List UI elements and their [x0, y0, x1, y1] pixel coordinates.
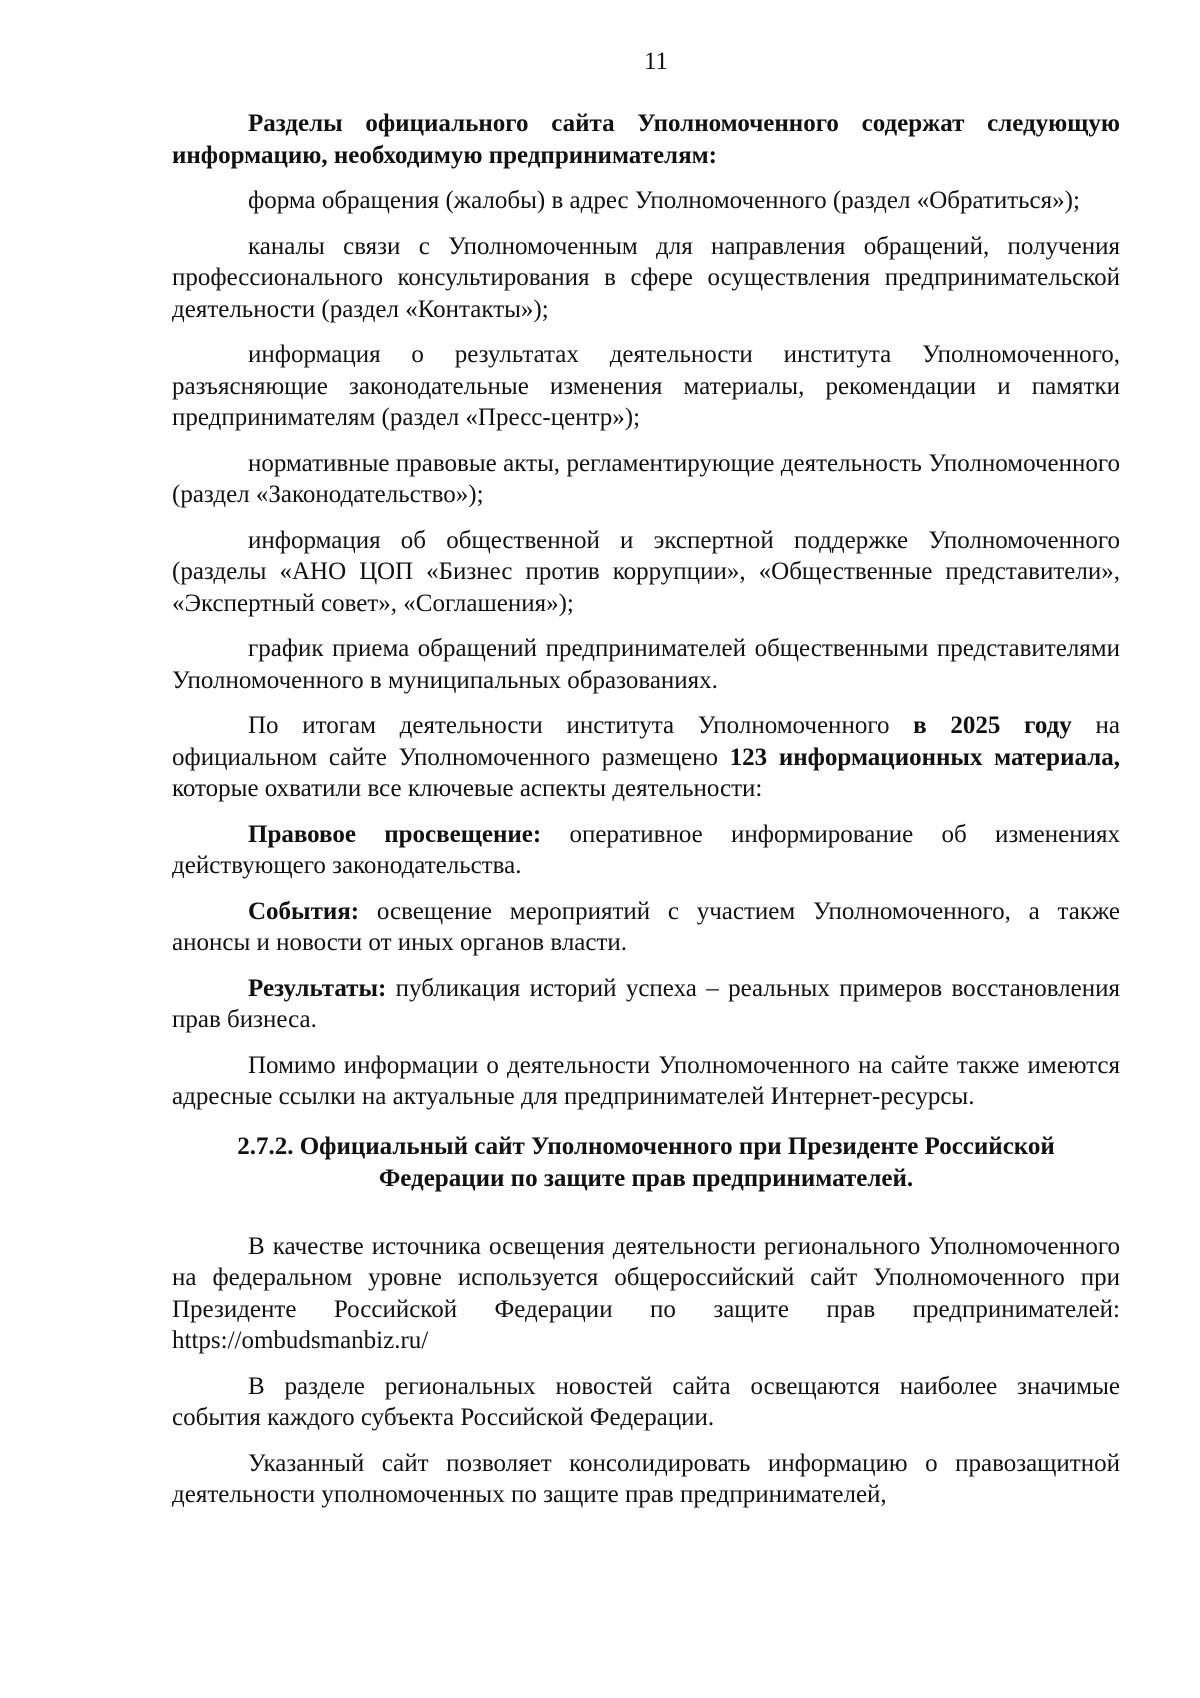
page-number: 11: [643, 48, 669, 75]
aspect-item: [172, 819, 1120, 882]
regional-news-paragraph: В разделе региональных новостей сайта освещаются наиболее значимые события каждого субъекта Российской Федерации.: [172, 1372, 1120, 1431]
aspect-text: публикация историй успеха – реальных примеров восстановления прав бизнеса.: [172, 974, 1120, 1033]
aspect-text: освещение мероприятий с участием Уполномоченного, а также анонсы и новости от иных органов власти.: [172, 897, 1120, 956]
results-text: По итогам деятельности института Уполномоченного: [248, 712, 914, 739]
results-paragraph: [172, 710, 1120, 805]
section-heading-line2: Федерации по защите прав предпринимателей.: [378, 1164, 914, 1192]
consolidation-paragraph: Указанный сайт позволяет консолидировать информацию о правозащитной деятельности уполномоченных по защите прав предпринимателей,: [172, 1449, 1120, 1508]
sections-intro: Разделы официального сайта Уполномоченного содержат следующую информацию, необходимую предпринимателям:: [172, 110, 1120, 169]
aspect-term: Результаты:: [248, 974, 387, 1002]
list-item: информация о результатах деятельности института Уполномоченного, разъясняющие законодательные изменения материалы, рекомендации и памятки предпринимателям (раздел «Пресс-центр»);: [172, 341, 1120, 431]
federal-site-paragraph: В качестве источника освещения деятельности регионального Уполномоченного на федеральном уровне используется общероссийский сайт Уполномоченного при Президенте Российской Федерации по защите прав предпринимателей: https://ombudsmanbiz.ru/: [172, 1232, 1120, 1354]
list-item: каналы связи с Уполномоченным для направления обращений, получения профессионального консультирования в сфере осуществления предпринимательской деятельности (раздел «Контакты»);: [172, 232, 1120, 323]
list-item: нормативные правовые акты, регламентирующие деятельность Уполномоченного (раздел «Законодательство»);: [172, 449, 1120, 508]
results-text: которые охватили все ключевые аспекты деятельности:: [172, 775, 763, 802]
list-item: форма обращения (жалобы) в адрес Уполномоченного (раздел «Обратиться»);: [248, 187, 1080, 214]
results-text: на официальном сайте Уполномоченного размещено: [172, 712, 1120, 771]
aspect-item: [172, 896, 1120, 959]
list-item: информация об общественной и экспертной поддержке Уполномоченного (разделы «АНО ЦОП «Бизнес против коррупции», «Общественные представители», «Экспертный совет», «Соглашения»);: [172, 526, 1120, 617]
results-count: 123 информационных материала,: [729, 743, 1120, 771]
aspect-text: оперативное информирование об изменениях действующего законодательства.: [172, 820, 1120, 879]
section-heading-line1: 2.7.2. Официальный сайт Уполномоченного при Президенте Российской: [237, 1132, 1055, 1160]
links-paragraph: Помимо информации о деятельности Уполномоченного на сайте также имеются адресные ссылки на актуальные для предпринимателей Интернет-ресурсы.: [172, 1051, 1120, 1110]
aspect-item: [172, 973, 1120, 1036]
aspect-term: События:: [248, 897, 360, 925]
section-heading: [172, 1131, 1120, 1195]
list-item: график приема обращений предпринимателей общественными представителями Уполномоченного в муниципальных образованиях.: [172, 635, 1120, 694]
aspect-term: Правовое просвещение:: [248, 820, 542, 848]
results-year: в 2025 году: [913, 712, 1072, 739]
